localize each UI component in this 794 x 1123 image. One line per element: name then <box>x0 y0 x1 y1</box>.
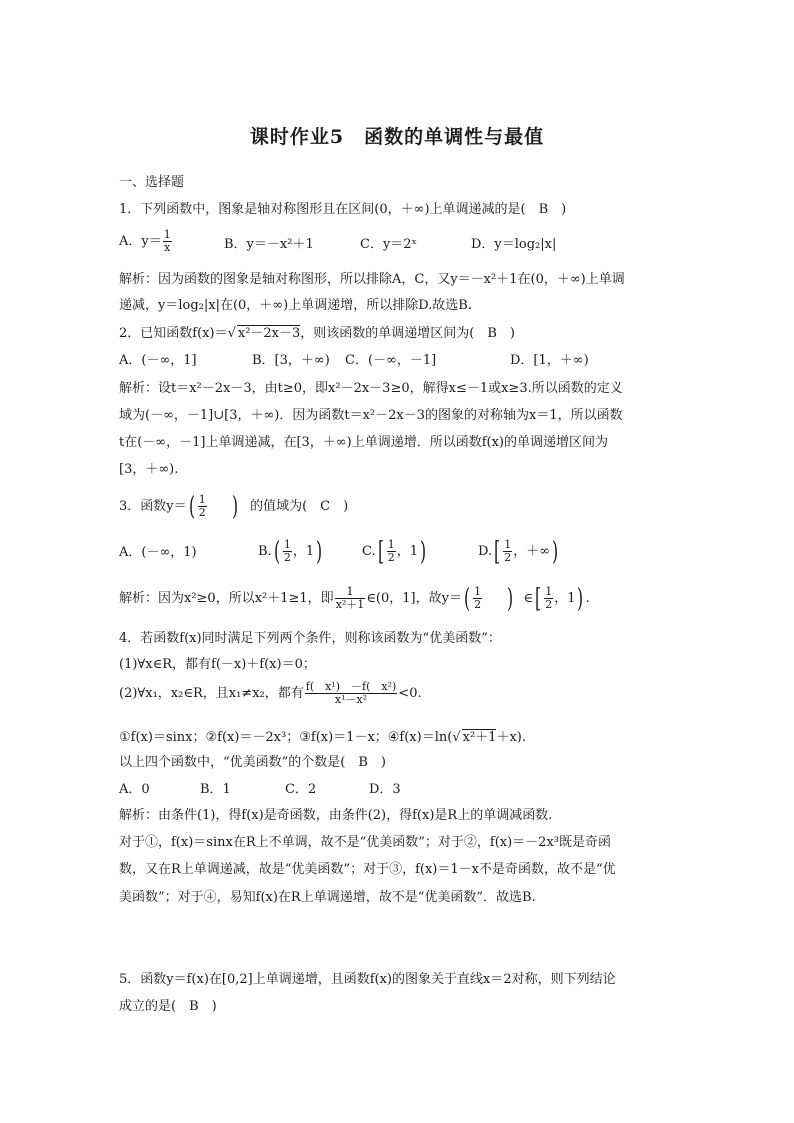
sqrt-sign: √ <box>227 326 236 341</box>
fraction <box>473 586 482 611</box>
fraction <box>163 229 172 254</box>
fraction-numerator: 1 <box>198 493 206 506</box>
question-3-option-c <box>362 537 428 567</box>
question-4-solution-line: 数，又在R上单调递减，故是“优美函数”；对于③，f(x)＝1－x不是奇函数，故不是“优 <box>119 862 616 877</box>
solution-tail: ，1 <box>554 591 576 606</box>
question-1-stem: 1．下列函数中，图象是轴对称图形且在区间(0，＋∞)上单调递减的是( B ) <box>119 202 567 217</box>
fraction-numerator: f( x¹) －f( x²) <box>305 680 397 693</box>
fraction <box>544 586 553 611</box>
fraction-denominator: 2 <box>198 506 206 519</box>
question-1-option-b: B．y＝－x²＋1 <box>224 237 314 252</box>
question-4-option-c: C．2 <box>285 782 317 797</box>
sqrt-sign: √ <box>452 730 461 745</box>
question-1-option-a <box>119 229 173 254</box>
option-prefix: C. <box>362 544 376 559</box>
fraction-denominator: x¹－x² <box>334 693 368 706</box>
question-5-stem: 成立的是( B ) <box>119 999 217 1014</box>
option-prefix: D. <box>478 544 493 559</box>
question-2-option-a: A．(－∞，1] <box>119 353 197 368</box>
fraction <box>305 681 398 706</box>
sqrt-radicand: x²－2x－3 <box>237 326 301 341</box>
question-4-solution-line: 解析：由条件(1)，得f(x)是奇函数，由条件(2)，得f(x)是R上的单调减函数. <box>119 808 553 823</box>
question-4-option-d: D．3 <box>369 782 401 797</box>
right-paren: ) <box>507 583 514 614</box>
right-paren: ) <box>316 536 323 567</box>
stem-prefix: 3．函数y＝ <box>119 499 187 514</box>
element-of-sign: ∈ <box>523 591 534 606</box>
left-bracket: [ <box>377 536 384 567</box>
option-suffix: ，1 <box>292 544 315 559</box>
option-prefix: B. <box>258 544 272 559</box>
left-bracket: [ <box>535 583 542 614</box>
question-3-option-d <box>478 537 560 567</box>
fraction-numerator: 1 <box>335 586 366 599</box>
question-4-option-b: B．1 <box>200 782 231 797</box>
fraction-denominator: 2 <box>387 551 395 564</box>
fraction-denominator: 2 <box>283 551 291 564</box>
functions-suffix: ＋x). <box>496 730 526 745</box>
option-suffix: ，＋∞ <box>513 544 551 559</box>
solution-prefix: 解析：因为x²≥0，所以x²＋1≥1，即 <box>119 591 334 606</box>
condition-prefix: (2)∀x₁，x₂∈R，且x₁≠x₂，都有 <box>119 686 304 701</box>
question-2-solution-line: t在(－∞，－1]上单调递减，在[3，＋∞)上单调递增．所以函数f(x)的单调递增区间为 <box>119 435 608 450</box>
question-4-condition-1: (1)∀x∈R，都有f(－x)＋f(x)＝0； <box>119 657 316 672</box>
fraction-numerator: 1 <box>504 538 512 551</box>
solution-middle: ∈(0，1]，故y＝ <box>366 591 462 606</box>
fraction-numerator: 1 <box>474 585 482 598</box>
fraction-numerator: 1 <box>283 538 291 551</box>
stem-suffix: 的值域为( C ) <box>250 499 349 514</box>
question-1-option-c: C．y＝2ˣ <box>360 237 418 252</box>
fraction <box>503 539 512 564</box>
question-2-option-c: C．(－∞，－1] <box>345 353 437 368</box>
fraction <box>198 494 207 519</box>
question-2-option-b: B．[3，＋∞) <box>252 353 330 368</box>
question-2-option-d: D．[1，＋∞) <box>510 353 589 368</box>
question-2-stem <box>119 325 515 342</box>
question-4-solution-line: 对于①，f(x)＝sinx在R上不单调，故不是“优美函数”；对于②，f(x)＝－2x³既是奇函 <box>119 835 612 850</box>
fraction-denominator: 2 <box>474 598 482 611</box>
fraction-denominator: 2 <box>545 598 553 611</box>
question-3-solution <box>119 584 590 614</box>
question-2-solution-line: [3，＋∞). <box>119 462 179 477</box>
question-2-solution-line: 解析：设t＝x²－2x－3，由t≥0，即x²－2x－3≥0，解得x≤－1或x≥3.所以函数的定义 <box>119 381 623 396</box>
section-heading: 一、选择题 <box>119 175 185 190</box>
fraction <box>387 539 396 564</box>
left-paren: ( <box>273 536 280 567</box>
fraction <box>335 586 366 611</box>
left-paren: ( <box>464 583 471 614</box>
fraction-numerator: 1 <box>163 228 171 241</box>
right-paren: ) <box>552 536 559 567</box>
condition-suffix: <0. <box>398 686 422 701</box>
right-paren: ) <box>577 583 584 614</box>
stem-suffix: ，则该函数的单调递增区间为( B ) <box>300 326 515 341</box>
question-3-option-a: A．(－∞，1) <box>119 545 197 560</box>
question-4-condition-2 <box>119 680 422 708</box>
right-paren: ) <box>231 491 238 522</box>
fraction-numerator: 1 <box>545 585 553 598</box>
sqrt-radicand: x²＋1 <box>462 730 497 745</box>
fraction-numerator: 1 <box>387 538 395 551</box>
solution-end: . <box>585 591 590 606</box>
stem-prefix: 2．已知函数f(x)＝ <box>119 326 228 341</box>
question-2-solution-line: 域为(－∞，－1]∪[3，＋∞)．因为函数t＝x²－2x－3的图象的对称轴为x＝1，所以函数 <box>119 408 623 423</box>
question-5-stem: 5．函数y＝f(x)在[0,2]上单调递增，且函数f(x)的图象关于直线x＝2对称，则下列结论 <box>119 972 616 987</box>
functions-prefix: ①f(x)＝sinx；②f(x)＝－2x³；③f(x)＝1－x；④f(x)＝ln( <box>119 730 453 745</box>
fraction-denominator: x²＋1 <box>335 598 365 611</box>
question-3-stem <box>119 492 348 522</box>
question-3-option-b <box>258 537 324 567</box>
question-1-option-d: D．y＝log₂|x| <box>471 237 557 252</box>
fraction-denominator: x <box>164 241 171 254</box>
question-4-solution-line: 美函数”；对于④，易知f(x)在R上单调递增，故不是“优美函数”．故选B. <box>119 890 536 905</box>
page-title: 课时作业5 函数的单调性与最值 <box>249 126 545 148</box>
left-bracket: [ <box>494 536 501 567</box>
right-paren: ) <box>420 536 427 567</box>
question-1-solution-line: 递减，y＝log₂|x|在(0，＋∞)上单调递增，所以排除D.故选B. <box>119 298 472 313</box>
fraction <box>283 539 292 564</box>
left-paren: ( <box>188 491 195 522</box>
fraction-denominator: 2 <box>504 551 512 564</box>
question-4-ask: 以上四个函数中，“优美函数”的个数是( B ) <box>119 755 386 770</box>
question-4-stem: 4．若函数f(x)同时满足下列两个条件，则称该函数为“优美函数”： <box>119 631 501 646</box>
option-suffix: ，1 <box>396 544 419 559</box>
question-4-functions <box>119 729 526 746</box>
question-1-solution-line: 解析：因为函数的图象是轴对称图形，所以排除A，C，又y＝－x²＋1在(0，＋∞)上单调 <box>119 272 625 287</box>
option-a-prefix: A．y＝ <box>119 234 162 249</box>
question-4-option-a: A．0 <box>119 782 150 797</box>
